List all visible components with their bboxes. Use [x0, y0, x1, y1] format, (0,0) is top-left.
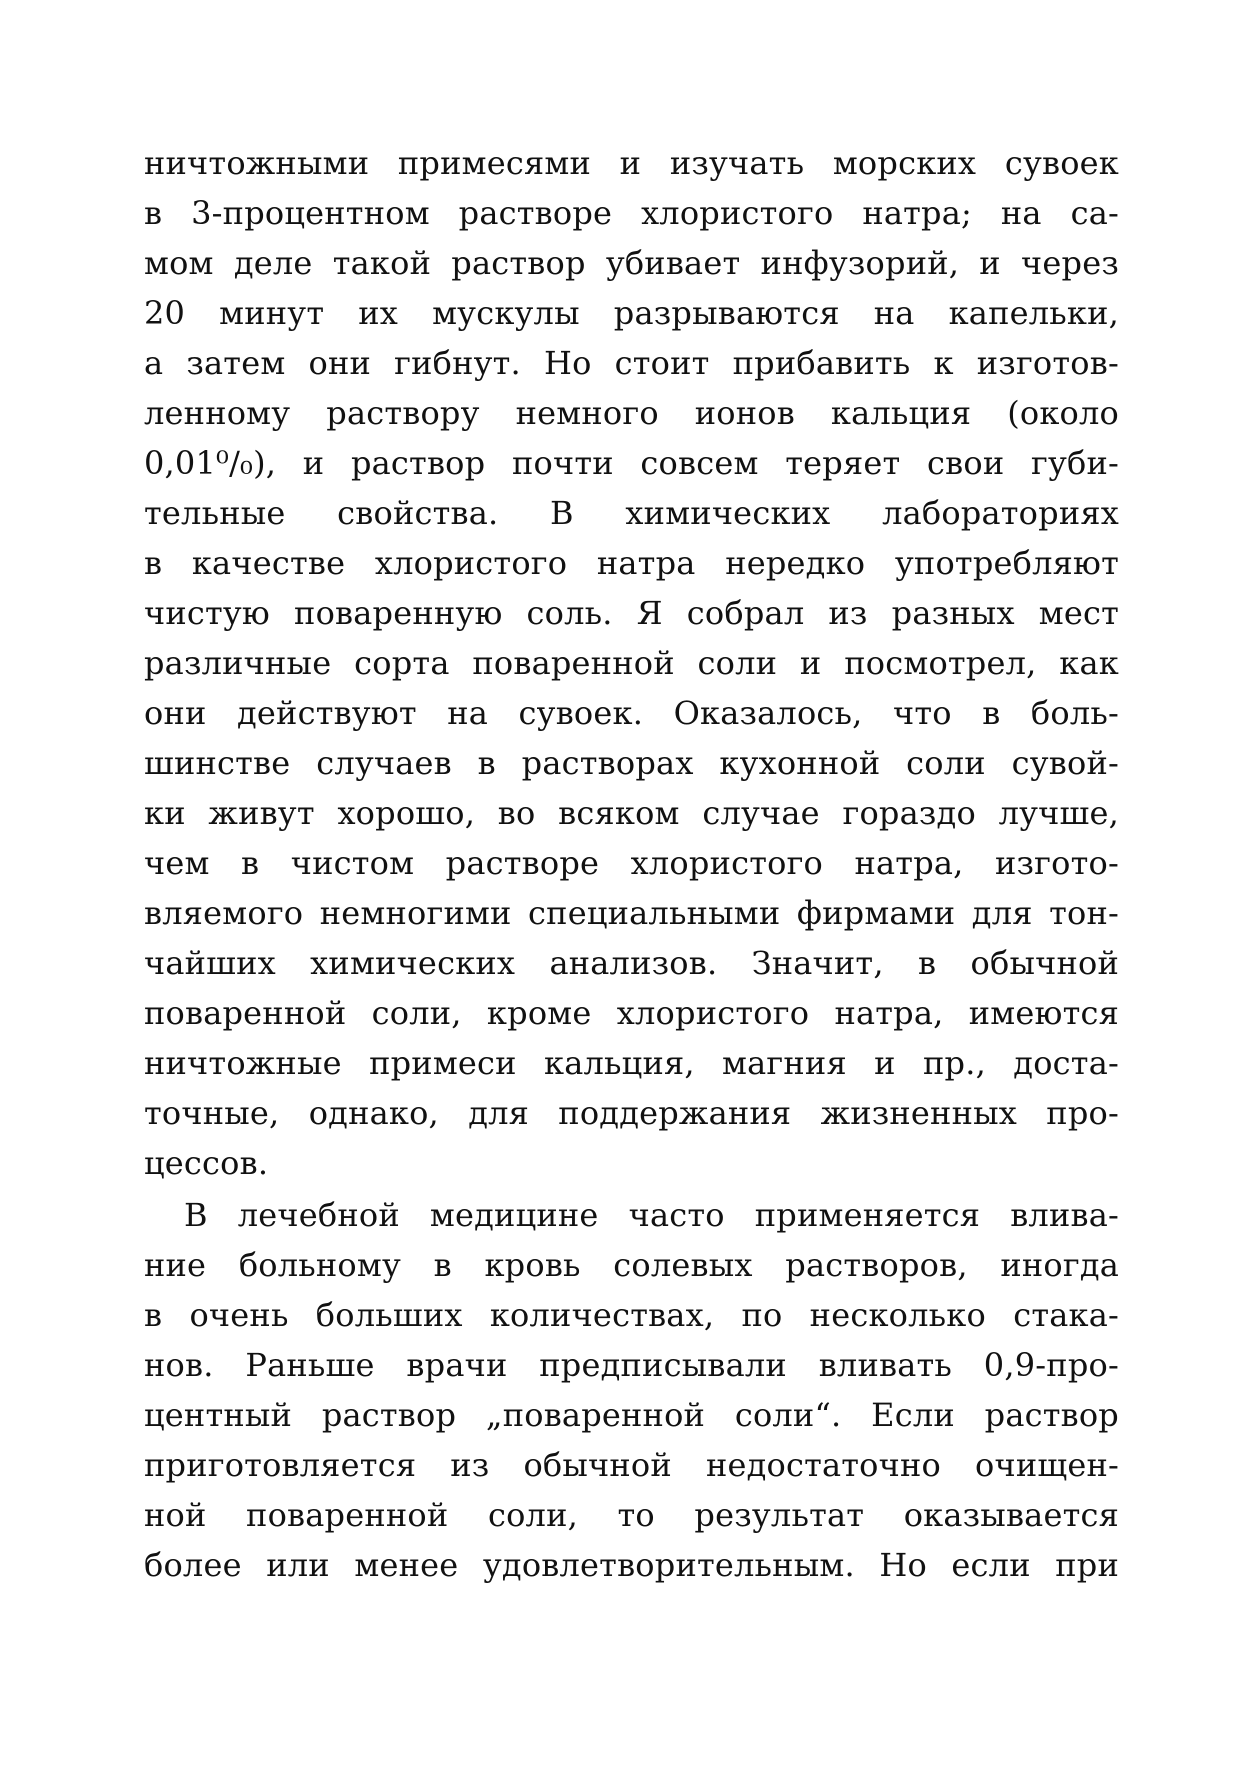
text-line: нов. Раньше врачи предписывали вливать 0,9-про- — [144, 1346, 1119, 1384]
text-line: чистую поваренную соль. Я собрал из разных мест — [144, 594, 1119, 632]
text-line: вляемого немногими специальными фирмами для тон- — [144, 894, 1119, 932]
paragraph-1 — [144, 138, 1119, 1188]
text-line: шинстве случаев в растворах кухонной соли сувой- — [144, 744, 1119, 782]
text-line: они действуют на сувоек. Оказалось, что в боль- — [144, 694, 1119, 732]
text-line: ки живут хорошо, во всяком случае гораздо лучше, — [144, 794, 1119, 832]
paragraph-2 — [144, 1190, 1119, 1590]
text-line: ничтожные примеси кальция, магния и пр., доста- — [144, 1044, 1119, 1082]
text-line: 20 минут их мускулы разрываются на капельки, — [144, 294, 1119, 332]
text-line: а затем они гибнут. Но стоит прибавить к изготов- — [144, 344, 1119, 382]
text-line: 0,01⁰/₀), и раствор почти совсем теряет свои губи- — [144, 444, 1119, 482]
text-line: ной поваренной соли, то результат оказывается — [144, 1496, 1119, 1534]
text-line: в 3-процентном растворе хлористого натра; на са- — [144, 194, 1119, 232]
text-line: в очень больших количествах, по несколько стака- — [144, 1296, 1119, 1334]
body-text — [144, 138, 1119, 1590]
text-line: В лечебной медицине часто применяется влива- — [184, 1196, 1119, 1234]
text-line: чайших химических анализов. Значит, в обычной — [144, 944, 1119, 982]
text-line: тельные свойства. В химических лабораториях — [144, 494, 1119, 532]
text-line: мом деле такой раствор убивает инфузорий, и через — [144, 244, 1119, 282]
text-line: цессов. — [144, 1144, 269, 1182]
text-line: точные, однако, для поддержания жизненных про- — [144, 1094, 1119, 1132]
text-line: в качестве хлористого натра нередко употребляют — [144, 544, 1119, 582]
text-line: более или менее удовлетворительным. Но если при — [144, 1546, 1119, 1584]
text-line: центный раствор „поваренной соли“. Если раствор — [144, 1396, 1119, 1434]
text-line: поваренной соли, кроме хлористого натра, имеются — [144, 994, 1119, 1032]
text-line: различные сорта поваренной соли и посмотрел, как — [144, 644, 1119, 682]
text-line: ние больному в кровь солевых растворов, иногда — [144, 1246, 1119, 1284]
text-line: приготовляется из обычной недостаточно очищен- — [144, 1446, 1119, 1484]
text-line: чем в чистом растворе хлористого натра, изгото- — [144, 844, 1119, 882]
text-line: ничтожными примесями и изучать морских сувоек — [144, 144, 1119, 182]
text-line: ленному раствору немного ионов кальция (около — [144, 394, 1119, 432]
